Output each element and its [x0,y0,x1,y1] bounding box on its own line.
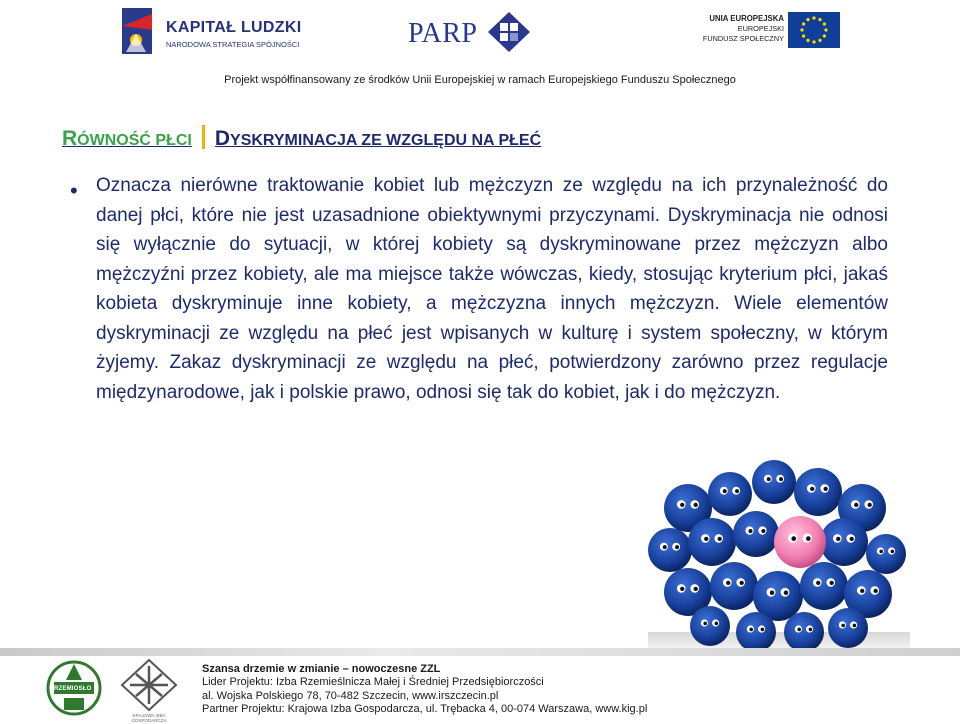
eu-line1: UNIA EUROPEJSKA [709,14,784,23]
rzemioslo-label: RZEMIOSŁO [54,686,92,692]
footer-project-name: Szansa drzemie w zmianie – nowoczesne ZZL [202,663,441,675]
blue-pompom [866,534,906,574]
slide-title [62,125,541,151]
kapital-ludzki-icon [118,6,160,56]
blue-pompom [820,518,868,566]
eu-line3: FUNDUSZ SPOŁECZNY [702,34,784,43]
footer-leader-address: al. Wojska Polskiego 78, 70-482 Szczecin, www.irszczecin.pl [202,689,499,702]
footer-leader: Lider Projektu: Izba Rzemieślnicza Małej i Średniej Przedsiębiorczości [202,676,544,689]
blue-pompom [752,460,796,504]
kig-caption: KRAJOWA IZBA GOSPODARCZA [131,713,167,723]
parp-name: PARP [408,18,478,49]
kig-logo [118,658,180,722]
kapital-ludzki-logo [118,6,302,58]
blue-pompom [736,612,776,652]
footer-info [202,663,647,717]
blue-pompom [690,606,730,646]
blue-pompom [794,468,842,516]
blue-pompom [800,562,848,610]
eu-text [703,14,784,44]
title-separator [202,125,205,149]
eu-logo [700,12,840,52]
title-right-rest: YSKRYMINACJA ZE WZGLĘDU NA PŁEĆ [230,132,542,149]
title-right-cap: D [214,127,231,150]
blue-pompom [733,511,779,557]
title-left-rest: ÓWNOŚĆ PŁCI [77,132,192,149]
blue-pompom [708,472,752,516]
footer-divider [0,648,960,656]
blue-pompom [648,528,692,572]
pompom-illustration [648,446,910,656]
footer-partner: Partner Projektu: Krajowa Izba Gospodarcza, ul. Trębacka 4, 00-074 Warszawa, www.kig.pl [202,703,648,716]
kapital-ludzki-name: KAPITAŁ LUDZKI [166,19,302,36]
body-paragraph: Oznacza nierówne traktowanie kobiet lub mężczyzn ze względu na ich przynależność do danej płci, które nie jest uzasadnione obiektywnymi przyczynami. Dyskryminacja nie odnosi się wyłącznie do sytuacji, w której kobiety są dyskryminowane przez mężczyzn albo mężczyźni przez kobiety, ale ma miejsce także wówczas, kiedy, stosując kryterium płci, jakaś kobieta dyskryminuje inne kobiety, a mężczyzna innych mężczyzn. Wiele elementów dyskryminacji ze względu na płeć jest wpisanych w kulturę i system społeczny, w którym żyjemy. Zakaz dyskryminacji ze względu na płeć, potwierdzony zarówno przez regulacje międzynarodowe, jak i polskie prawo, odnosi się tak do kobiet, jak i do mężczyzn. [96,175,888,403]
title-left-cap: R [62,127,78,150]
pink-pompom [774,516,826,568]
bullet-marker: • [70,178,78,203]
eu-flag-icon [788,12,840,48]
kapital-ludzki-subtitle: NARODOWA STRATEGIA SPÓJNOŚCI [166,40,300,49]
blue-pompom [688,518,736,566]
kig-cross-icon [118,658,180,712]
cofunding-note: Projekt współfinansowany ze środków Unii Europejskiej w ramach Europejskiego Funduszu Społecznego [224,74,736,86]
eu-line2: EUROPEJSKI [737,24,784,33]
blue-pompom [828,608,868,648]
blue-pompom [710,562,758,610]
parp-logo [408,8,538,58]
parp-icon [486,10,532,54]
rzemioslo-logo [46,658,102,720]
blue-pompom [784,612,824,652]
